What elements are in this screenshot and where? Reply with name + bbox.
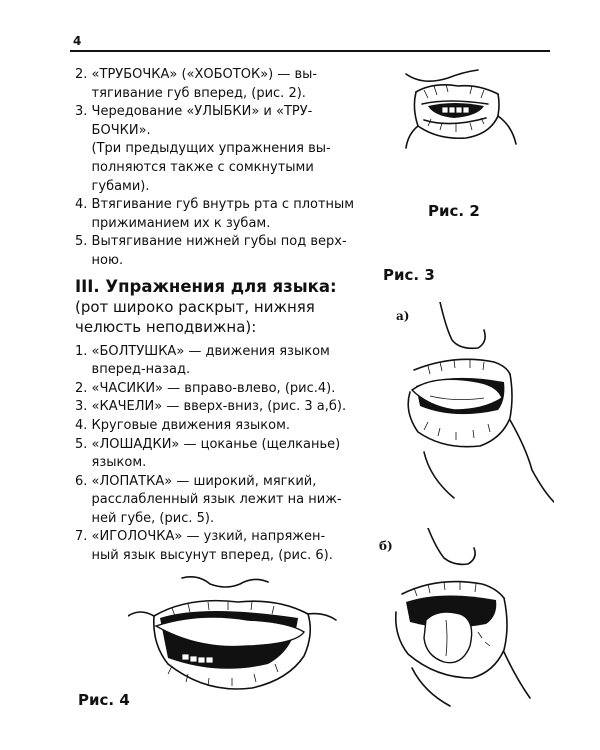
fig2-caption: Рис. 2 [428,202,480,220]
exercise-number: 4. [75,197,92,213]
fig3-caption: Рис. 3 [383,266,435,284]
exercise-text-line: «ЛОПАТКА» — широкий, мягкий, [91,473,317,489]
section-note-line-1: (рот широко раскрыт, нижняя [75,297,315,316]
exercise-item [75,473,375,529]
fig4-tongue-sideways-illustration [128,572,348,702]
exercise-text-line: БОЧКИ». [91,122,151,138]
exercise-text-line: «БОЛТУШКА» — движения языком [91,343,330,359]
exercise-text-line: Круговые движения языком. [91,417,291,433]
exercise-item [75,417,375,436]
exercise-number: 3. [75,399,92,415]
exercise-item [75,233,375,270]
exercise-item [75,343,375,380]
tongue-exercises-list [75,343,375,566]
exercise-text-line: Чередование «УЛЫБКИ» и «ТРУ- [91,104,313,120]
section-heading: III. Упражнения для языка: [75,276,337,296]
exercise-item [75,66,375,103]
fig3a-tongue-up-illustration [394,302,554,512]
exercise-item [75,528,375,565]
exercise-text-line: полняются также с сомкнутыми [91,159,314,175]
exercise-text-line: «КАЧЕЛИ» — вверх-вниз, (рис. 3 а,б). [91,399,347,415]
fig3b-tongue [424,612,472,663]
exercise-item [75,196,375,233]
exercise-number: 3. [75,104,92,120]
lip-exercises-list [75,66,375,271]
exercise-item [75,398,375,417]
exercise-number: 1. [75,343,92,359]
exercise-number: 6. [75,473,92,489]
exercise-text-line: ней губе, (рис. 5). [91,510,215,526]
exercise-text-line: «ЛОШАДКИ» — цоканье (щелканье) [91,436,341,452]
exercise-text-line: прижиманием их к зубам. [91,215,271,231]
page-number: 4 [73,34,82,48]
exercise-text-line: Втягивание губ внутрь рта с плотным [91,197,355,213]
exercise-text-line: (Три предыдущих упражнения вы- [91,141,331,157]
exercise-item [75,380,375,399]
fig3b-tongue-down-illustration [386,528,546,708]
fig3b-label: б) [379,539,393,553]
fig4-caption: Рис. 4 [78,691,130,709]
fig3a-nose [440,302,485,348]
exercise-text-line: тягивание губ вперед, (рис. 2). [91,85,306,101]
exercise-text-line: языком. [91,455,147,471]
exercise-number: 7. [75,529,92,545]
section-note-line-2: челюсть неподвижна): [75,317,257,336]
exercise-text [75,66,375,566]
fig3a-label: а) [396,309,410,323]
fig3b-nose [428,528,475,564]
exercise-item [75,103,375,196]
exercise-number: 2. [75,67,92,82]
exercise-item [75,436,375,473]
exercise-text-line: Вытягивание нижней губы под верх- [91,234,347,250]
exercise-text-line: «ТРУБОЧКА» («ХОБОТОК») — вы- [91,67,318,82]
exercise-text-line: «ИГОЛОЧКА» — узкий, напряжен- [91,529,326,545]
fig2-nose-line [406,70,478,81]
exercise-number: 2. [75,380,92,396]
exercise-number: 5. [75,436,92,452]
exercise-text-line: ною. [91,252,124,268]
exercise-text-line: вперед-назад. [91,362,191,378]
fig2-pursed-lips-illustration [388,64,528,164]
exercise-text-line: расслабленный язык лежит на ниж- [91,492,342,508]
exercise-text-line: «ЧАСИКИ» — вправо-влево, (рис.4). [91,380,336,396]
fig4-upper-lip-edge [182,577,268,587]
exercise-text-line: губами). [91,178,150,194]
header-rule [70,50,550,52]
exercise-text-line: ный язык высунут вперед, (рис. 6). [91,548,333,564]
exercise-number: 5. [75,234,92,250]
exercise-number: 4. [75,417,92,433]
